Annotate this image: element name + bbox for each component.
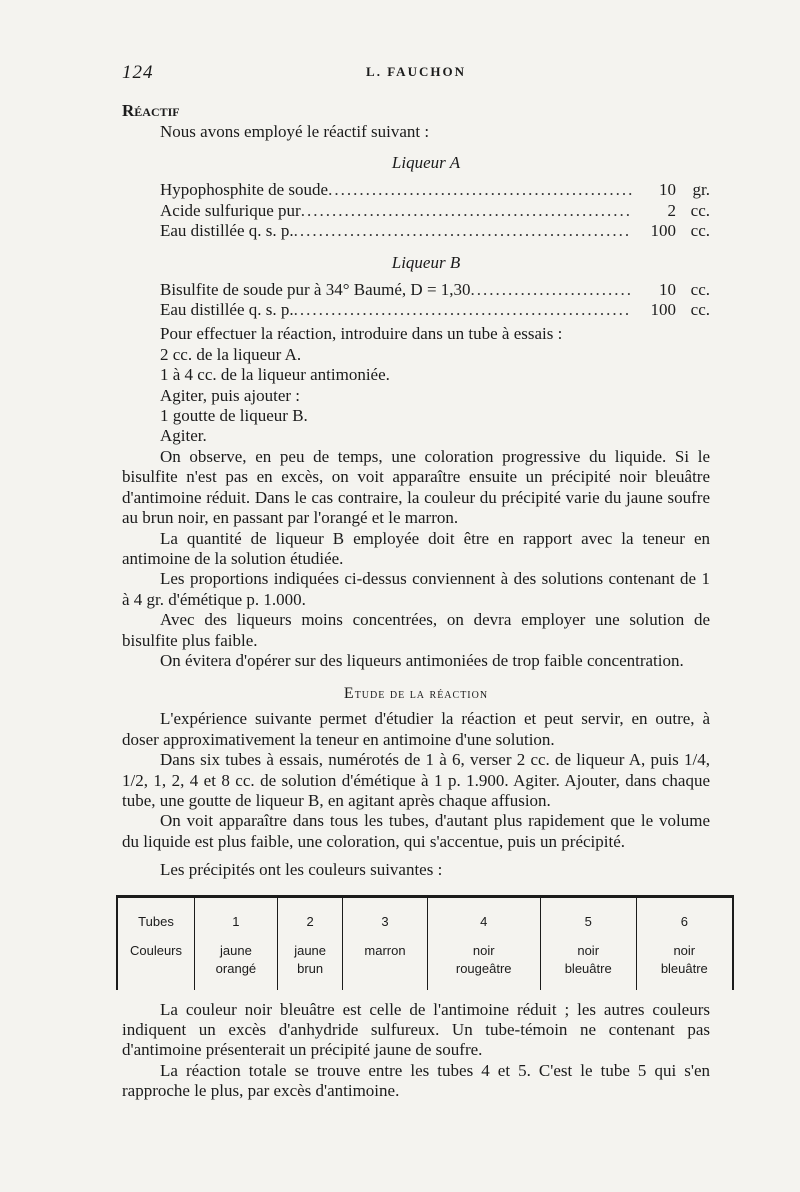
recipe-item-unit: cc. [690, 279, 710, 299]
table-cell-color [540, 942, 636, 990]
color-line: orangé [215, 960, 257, 976]
table-cell-tube: 5 [540, 896, 636, 942]
color-line: jaune [294, 942, 327, 958]
procedure [122, 324, 710, 446]
running-head: L. FAUCHON [366, 64, 466, 79]
color-line: noir [472, 942, 495, 958]
procedure-line: 2 cc. de la liqueur A. [160, 344, 302, 364]
recipe-item-qty: 100 [650, 300, 676, 320]
procedure-line: Agiter. [160, 426, 207, 446]
colors-table [116, 895, 734, 990]
section-heading [122, 100, 710, 122]
body-paragraph: La quantité de liqueur B employée doit être en rapport avec la teneur en antimoine de la solution étudiée. [122, 528, 710, 568]
table-cell-color [195, 942, 278, 990]
table-cell-tube: 3 [343, 896, 427, 942]
recipe-row [160, 201, 710, 221]
body-paragraph: La réaction totale se trouve entre les tubes 4 et 5. C'est le tube 5 qui s'en rapproche le plus, par excès d'antimoine. [122, 1060, 710, 1101]
procedure-line: Agiter, puis ajouter : [160, 385, 301, 405]
table-row-colors [117, 942, 733, 990]
procedure-line: 1 à 4 cc. de la liqueur antimoniée. [160, 365, 390, 385]
color-line: noir [673, 942, 696, 958]
color-line: rougeâtre [455, 960, 512, 976]
recipe-item-unit: cc. [690, 200, 710, 220]
color-line: noir [577, 942, 600, 958]
section-heading-initial: R [122, 101, 135, 120]
page-header [122, 62, 710, 92]
leader-dots [328, 180, 632, 200]
procedure-line: 1 goutte de liqueur B. [160, 406, 308, 426]
table-cell-label: Tubes [117, 896, 195, 942]
table-cell-color [343, 942, 427, 990]
table-cell-tube: 4 [427, 896, 540, 942]
table-cell-label: Couleurs [117, 942, 195, 990]
table-cell-tube: 2 [277, 896, 343, 942]
body-paragraph: L'expérience suivante permet d'étudier la réaction et peut servir, en outre, à doser approximativement la teneur en antimoine d'une solution. [122, 709, 710, 749]
body-paragraph: Les précipités ont les couleurs suivantes : [160, 860, 443, 880]
color-line: marron [364, 942, 406, 958]
recipe-item-name: Acide sulfurique pur [160, 200, 301, 220]
book-page [122, 62, 710, 1102]
liqueur-a-title: Liqueur A [391, 153, 461, 173]
leader-dots [471, 280, 632, 300]
recipe-row [160, 280, 710, 300]
subsection-heading [122, 685, 710, 703]
recipe-item-name: Eau distillée q. s. p. [160, 300, 294, 320]
recipe-row [160, 221, 710, 241]
body-paragraph: Dans six tubes à essais, numérotés de 1 à 6, verser 2 cc. de liqueur A, puis 1/4, 1/2, 1, 2, 4 et 8 cc. de solution d'émétique à 1 p. 1.900. Agiter. Ajouter, dans chaque tube, une goutte de liqueur B, en agitant après chaque affusion. [122, 750, 710, 810]
intro-paragraph: Nous avons employé le réactif suivant : [160, 122, 430, 141]
body-paragraph: On observe, en peu de temps, une coloration progressive du liquide. Si le bisulfite n'est pas en excès, on voit apparaître ensuite un précipité noir bleuâtre d'antimoine réduit. Dans le cas contraire, la couleur du précipité varie du jaune soufre au brun noir, en passant par l'orangé et le marron. [122, 446, 710, 528]
recipe-item-qty: 100 [650, 221, 676, 241]
leader-dots [294, 300, 632, 320]
table-cell-color [277, 942, 343, 990]
liqueur-b-recipe [122, 280, 710, 321]
recipe-item-unit: gr. [692, 180, 710, 200]
recipe-item-name: Hypophosphite de soude [160, 180, 329, 200]
body-paragraph: On voit apparaître dans tous les tubes, d'autant plus rapidement que le volume du liquide est plus faible, une coloration, qui s'accentue, puis un précipité. [122, 811, 710, 851]
recipe-row [160, 300, 710, 320]
body-paragraph: Avec des liqueurs moins concentrées, on devra employer une solution de bisulfite plus faible. [122, 610, 710, 650]
table-row-tubes [117, 896, 733, 942]
recipe-row [160, 180, 710, 200]
liqueur-b-title: Liqueur B [391, 252, 461, 272]
recipe-item-name: Eau distillée q. s. p. [160, 221, 294, 241]
color-line: bleuâtre [564, 960, 612, 976]
page-number: 124 [122, 62, 154, 83]
recipe-item-unit: cc. [690, 300, 710, 320]
recipe-item-qty: 2 [667, 200, 676, 220]
colors-table-wrap [116, 895, 734, 990]
table-cell-color [636, 942, 733, 990]
table-cell-tube: 6 [636, 896, 733, 942]
leader-dots [294, 221, 632, 241]
recipe-item-name: Bisulfite de soude pur à 34° Baumé, D = 1,30 [160, 279, 471, 299]
color-line: bleuâtre [660, 960, 708, 976]
liqueur-a-recipe [122, 180, 710, 241]
body-paragraph: On évitera d'opérer sur des liqueurs antimoniées de trop faible concentration. [160, 650, 684, 670]
recipe-item-qty: 10 [659, 279, 676, 299]
procedure-line: Pour effectuer la réaction, introduire dans un tube à essais : [160, 324, 563, 344]
recipe-item-qty: 10 [659, 180, 676, 200]
color-line: jaune [220, 942, 252, 958]
recipe-item-unit: cc. [690, 221, 710, 241]
subsection-heading-initial: E [343, 685, 355, 703]
color-line: brun [297, 960, 324, 976]
subsection-heading-rest: tude de la réaction [354, 687, 489, 703]
body-paragraph: Les proportions indiquées ci-dessus conviennent à des solutions contenant de 1 à 4 gr. d'émétique p. 1.000. [122, 569, 710, 609]
section-heading-rest: éactif [134, 101, 180, 120]
table-cell-tube: 1 [195, 896, 278, 942]
table-cell-color [427, 942, 540, 990]
leader-dots [301, 201, 632, 221]
body-paragraph: La couleur noir bleuâtre est celle de l'antimoine réduit ; les autres couleurs indiquent un excès d'anhydride sulfureux. Un tube-témoin ne contenant pas d'antimoine présenterait un précipité jaune de soufre. [122, 999, 710, 1060]
